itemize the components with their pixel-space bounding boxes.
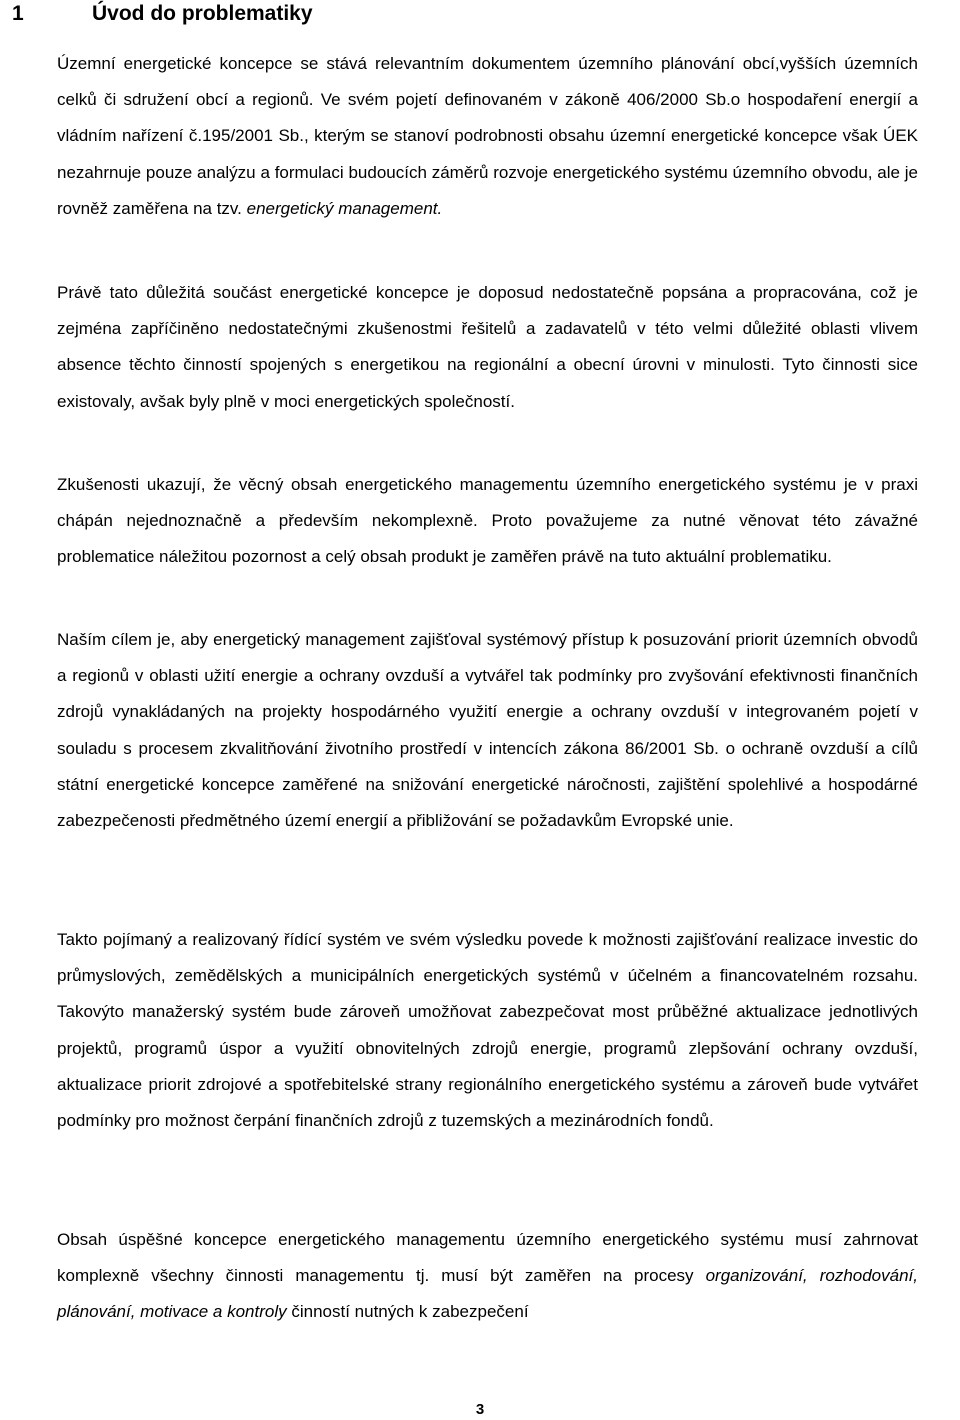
paragraph-2 (57, 275, 918, 420)
paragraph-6-italic: organizování, rozhodování, plánování, motivace a kontroly (57, 1266, 918, 1322)
paragraph-2-text: Právě tato důležitá součást energetické koncepce je doposud nedostatečně popsána a propracována, což je zejména zapříčiněno nedostatečnými zkušenostmi řešitelů a zadavatelů v této velmi důležité oblasti vlivem absence těchto činností spojených s energetikou na regionální a obecní úrovni v minulosti. Tyto činnosti sice existovaly, avšak byly plně v moci energetických společností. (57, 283, 918, 411)
paragraph-1-italic: energetický management. (246, 198, 443, 218)
paragraph-6-text-end: činností nutných k zabezpečení (286, 1302, 529, 1322)
paragraph-6-text: Obsah úspěšné koncepce energetického managementu územního energetického systému musí zahrnovat komplexně všechny činnosti managementu tj. musí být zaměřen na procesy (57, 1230, 918, 1286)
paragraph-3-text: Zkušenosti ukazují, že věcný obsah energetického managementu územního energetického systému je v praxi chápán nejednoznačně a především nekomplexně. Proto považujeme za nutné věnovat této závažné problematice náležitou pozornost a celý obsah produkt je zaměřen právě na tuto aktuální problematiku. (57, 475, 918, 567)
paragraph-1-text: Územní energetické koncepce se stává relevantním dokumentem územního plánování obcí,vyšších územních celků či sdružení obcí a regionů. Ve svém pojetí definovaném v zákoně 406/2000 Sb.o hospodaření energií a vládním nařízení č.195/2001 Sb., kterým se stanoví podrobnosti obsahu územní energetické koncepce však ÚEK nezahrnuje pouze analýzu a formulaci budoucích záměrů rozvoje energetického systému územního obvodu, ale je rovněž zaměřena na tzv. (57, 54, 918, 218)
chapter-number: 1 (12, 2, 24, 25)
paragraph-1 (57, 46, 918, 227)
page-number: 3 (475, 1401, 485, 1418)
paragraph-6 (57, 1222, 918, 1331)
paragraph-3 (57, 467, 918, 576)
paragraph-5 (57, 922, 918, 1139)
chapter-heading (12, 0, 313, 28)
paragraph-4-text: Naším cílem je, aby energetický management zajišťoval systémový přístup k posuzování priorit územních obvodů a regionů v oblasti užití energie a ochrany ovzduší a vytvářel tak podmínky pro zvyšování efektivnosti finančních zdrojů vynakládaných na projekty hospodárného využití energie a ochrany ovzduší v integrovaném pojetí v souladu s procesem zkvalitňování životního prostředí v intencích zákona 86/2001 Sb. o ochraně ovzduší a cílů státní energetické koncepce zaměřené na snižování energetické náročnosti, zajištění spolehlivé a hospodárné zabezpečenosti předmětného území energií a přibližování se požadavkům Evropské unie. (57, 630, 918, 831)
chapter-title: Úvod do problematiky (92, 2, 313, 25)
paragraph-4 (57, 622, 918, 839)
paragraph-5-text: Takto pojímaný a realizovaný řídící systém ve svém výsledku povede k možnosti zajišťování realizace investic do průmyslových, zemědělských a municipálních energetických systémů v účelném a financovatelném rozsahu. Takovýto manažerský systém bude zároveň umožňovat zabezpečovat most průběžné aktualizace jednotlivých projektů, programů úspor a využití obnovitelných zdrojů energie, programů zlepšování ochrany ovzduší, aktualizace priorit zdrojové a spotřebitelské strany regionálního energetického systému a zároveň bude vytvářet podmínky pro možnost čerpání finančních zdrojů z tuzemských a mezinárodních fondů. (57, 930, 918, 1131)
